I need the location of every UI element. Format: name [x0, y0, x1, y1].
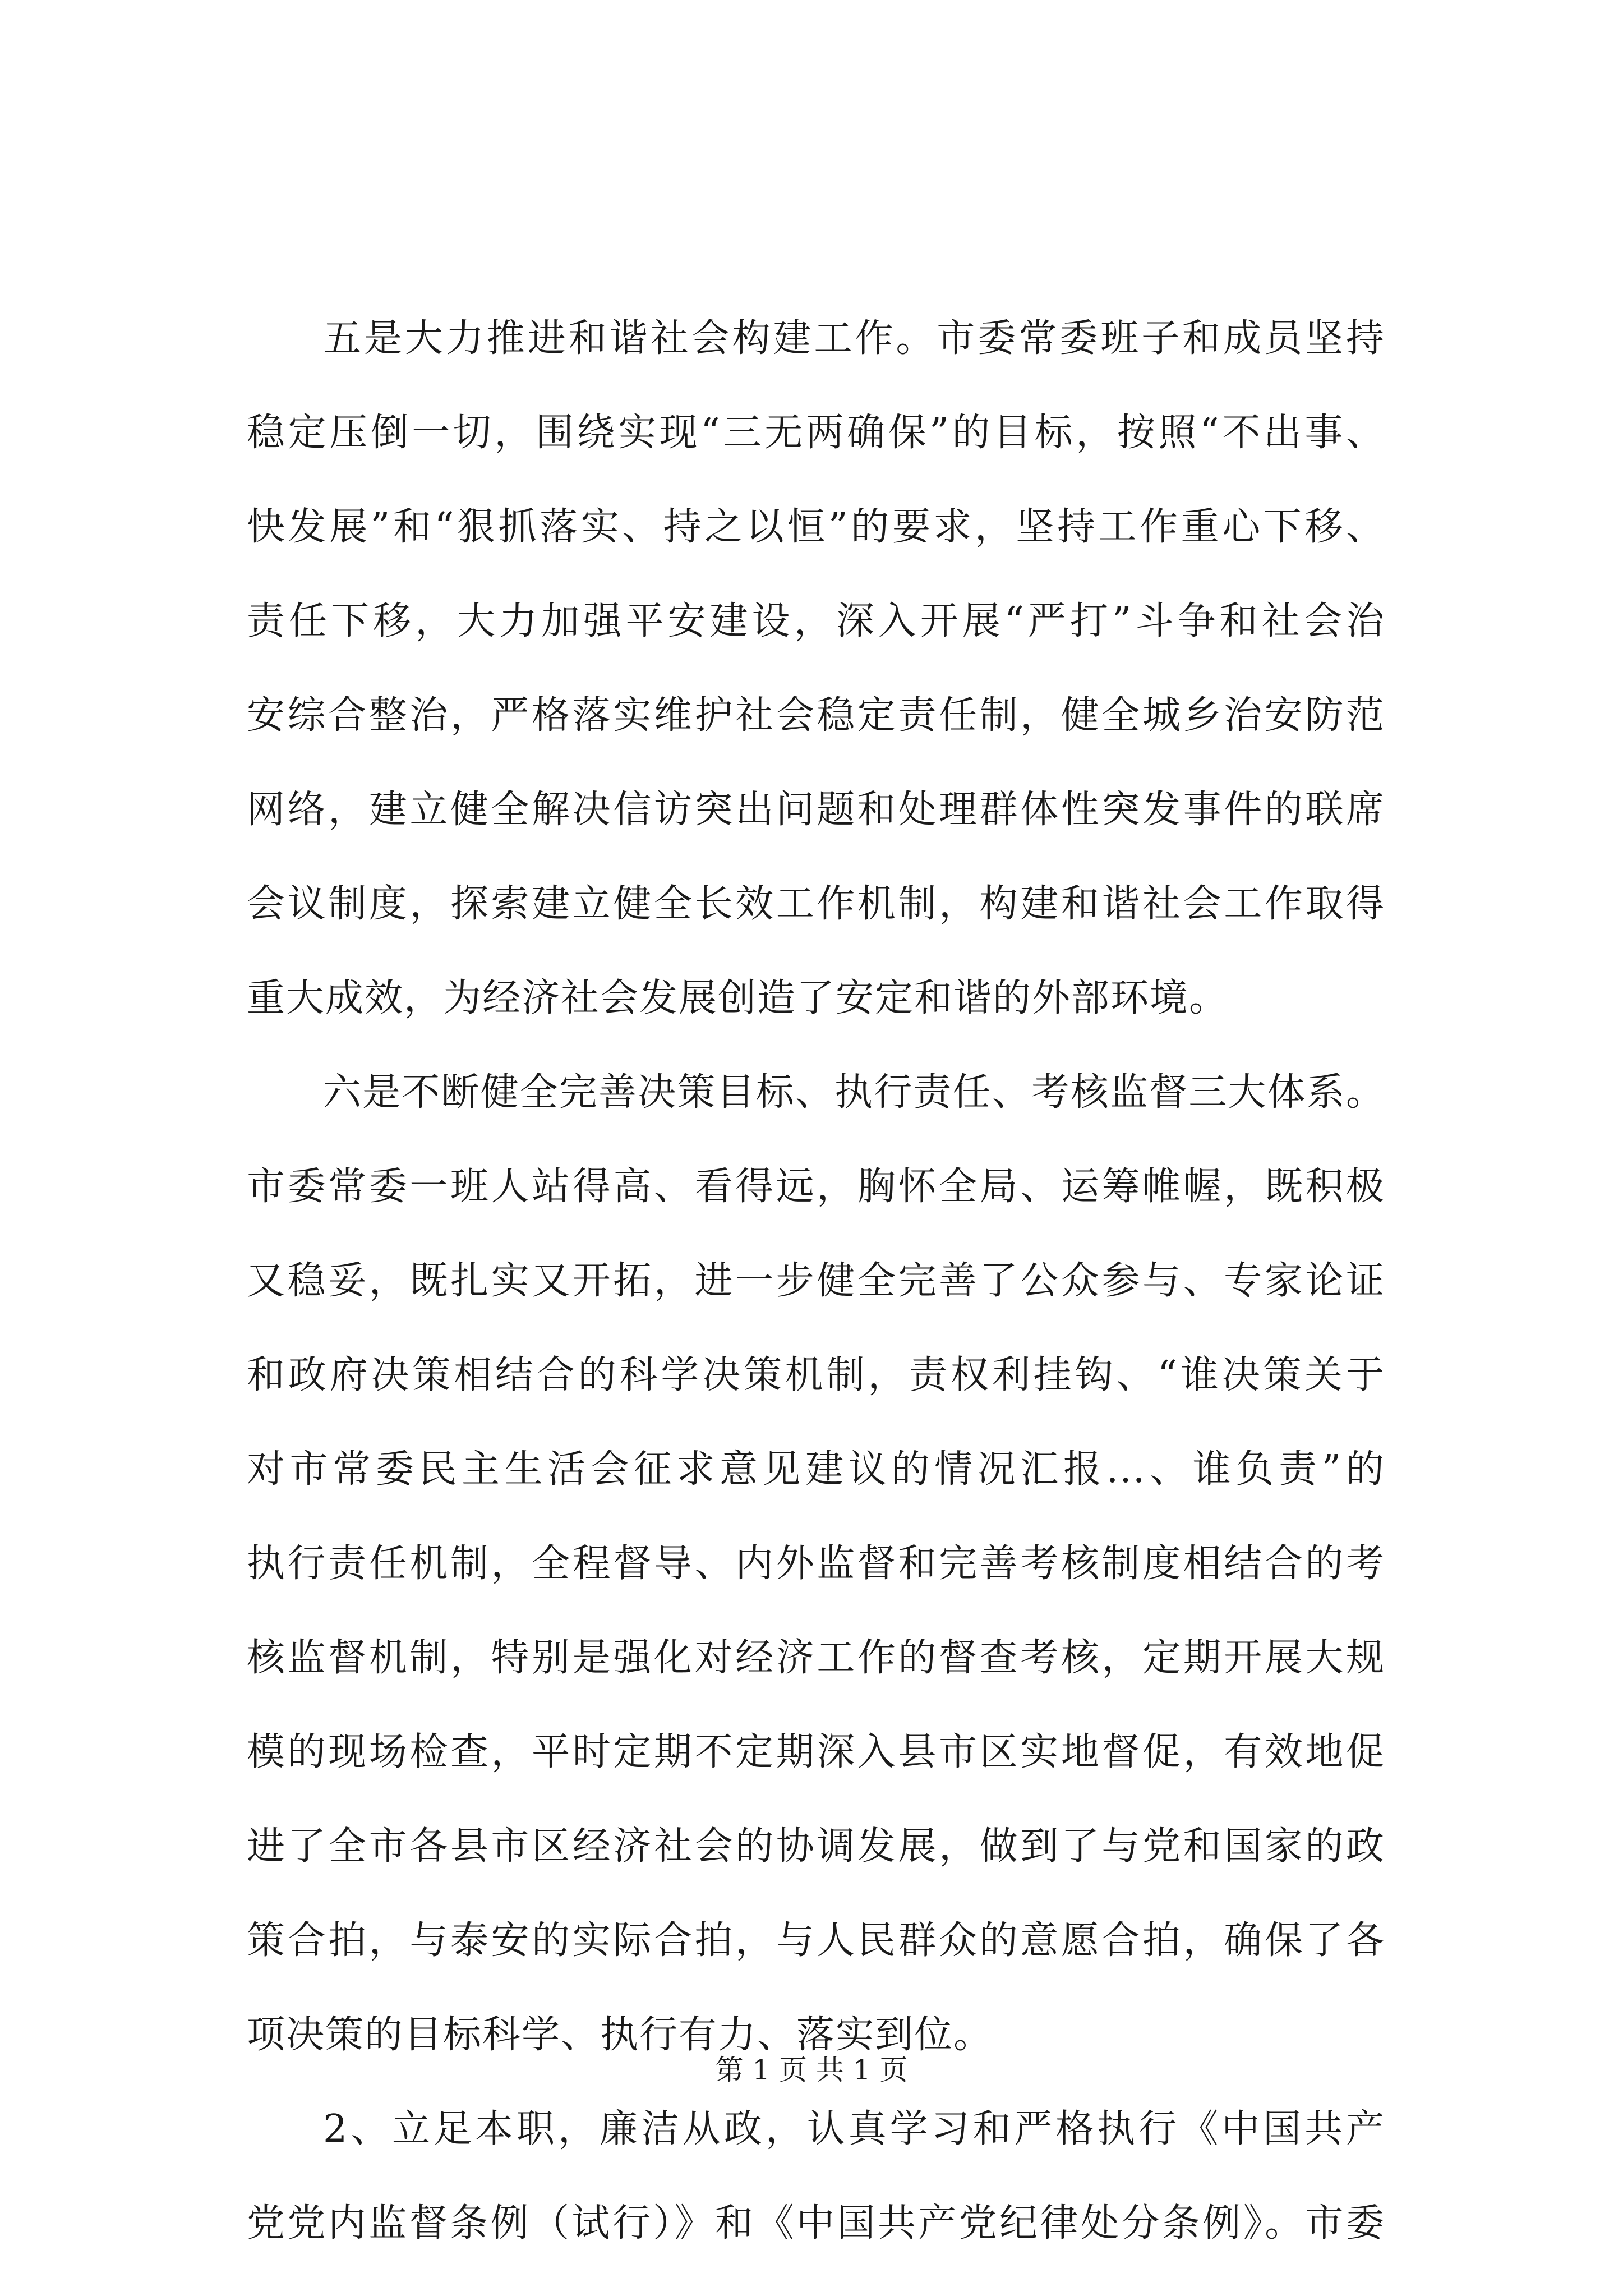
paragraph-3-line-2: 党党内监督条例（试行）》和《中国共产党纪律处分条例》。市委: [247, 2201, 1385, 2246]
page-number-label: 第 1 页 共 1 页: [715, 2054, 908, 2086]
paragraph-1-line-8: 重大成效，为经济社会发展创造了安定和谐的外部环境。: [247, 976, 1229, 1020]
paragraph-2-line-2: 市委常委一班人站得高、看得远，胸怀全局、运筹帷幄，既积极: [247, 1165, 1385, 1209]
paragraph-2-line-8: 模的现场检查，平时定期不定期深入县市区实地督促，有效地促: [247, 1730, 1385, 1774]
paragraph-1-line-5: 安综合整治，严格落实维护社会稳定责任制，健全城乡治安防范: [247, 693, 1385, 738]
paragraph-1-line-1: 五是大力推进和谐社会构建工作。市委常委班子和成员坚持: [323, 316, 1385, 361]
page-footer: [0, 2053, 1623, 2087]
paragraph-2-line-3: 又稳妥，既扎实又开拓，进一步健全完善了公众参与、专家论证: [247, 1259, 1385, 1303]
paragraph-2-line-10: 策合拍，与泰安的实际合拍，与人民群众的意愿合拍，确保了各: [247, 1918, 1385, 1963]
paragraph-2-line-1: 六是不断健全完善决策目标、执行责任、考核监督三大体系。: [323, 1070, 1385, 1115]
paragraph-1-line-2: 稳定压倒一切，围绕实现“三无两确保”的目标，按照“不出事、: [247, 411, 1385, 455]
paragraph-1-line-6: 网络，建立健全解决信访突出问题和处理群体性突发事件的联席: [247, 788, 1385, 832]
paragraph-1-line-4: 责任下移，大力加强平安建设，深入开展“严打”斗争和社会治: [247, 599, 1385, 643]
paragraph-1-line-3: 快发展”和“狠抓落实、持之以恒”的要求，坚持工作重心下移、: [247, 505, 1385, 549]
paragraph-2-line-6: 执行责任机制，全程督导、内外监督和完善考核制度相结合的考: [247, 1542, 1385, 1586]
paragraph-2-line-5: 对市常委民主生活会征求意见建议的情况汇报...、谁负责”的: [247, 1447, 1385, 1492]
paragraph-3-line-1: 2、立足本职，廉洁从政，认真学习和严格执行《中国共产: [323, 2107, 1385, 2151]
paragraph-2-line-4: 和政府决策相结合的科学决策机制，责权利挂钩、“谁决策关于: [247, 1353, 1385, 1397]
document-body: [247, 292, 1385, 2271]
paragraph-2-line-7: 核监督机制，特别是强化对经济工作的督查考核，定期开展大规: [247, 1636, 1385, 1680]
paragraph-2-line-9: 进了全市各县市区经济社会的协调发展，做到了与党和国家的政: [247, 1824, 1385, 1869]
paragraph-2-line-11: 项决策的目标科学、执行有力、落实到位。: [247, 2013, 993, 2057]
paragraph-1-line-7: 会议制度，探索建立健全长效工作机制，构建和谐社会工作取得: [247, 882, 1385, 926]
